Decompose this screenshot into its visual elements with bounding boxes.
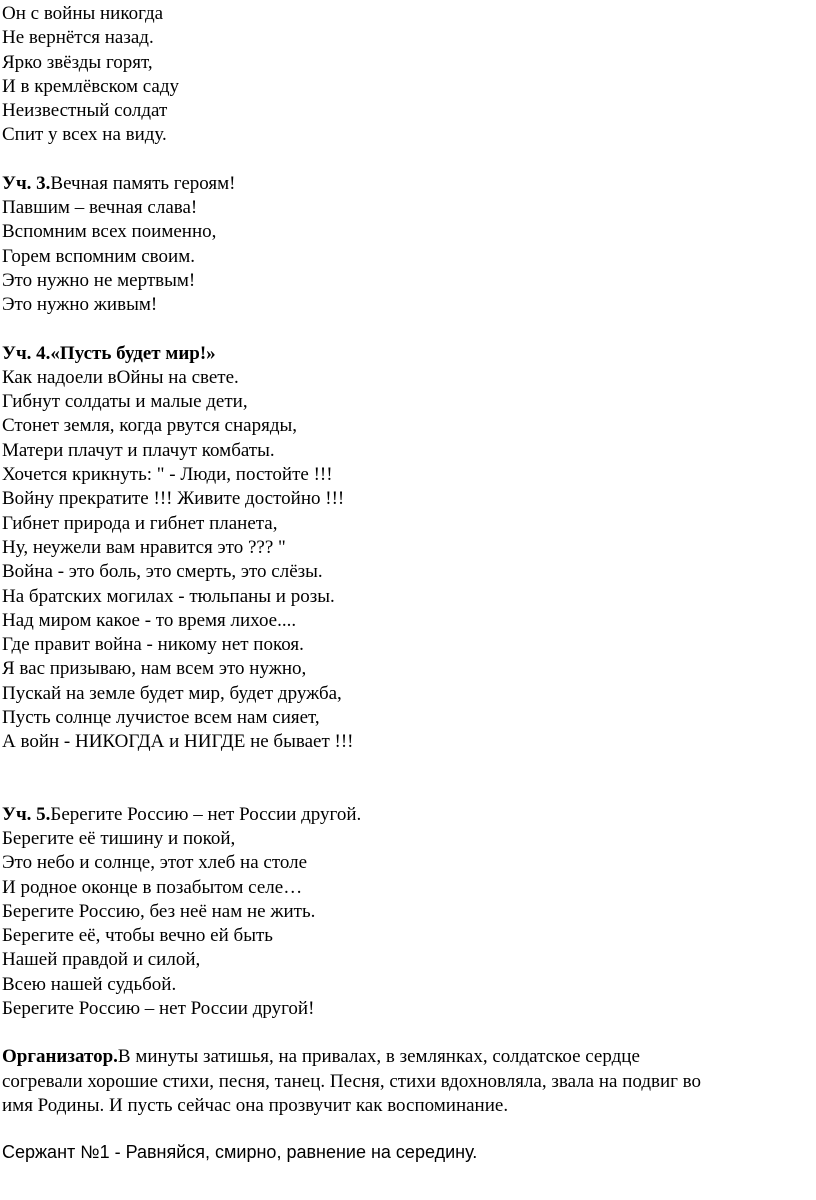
poem-line: Это небо и солнце, этот хлеб на столе: [2, 852, 308, 874]
poem-line: Берегите её тишину и покой,: [2, 827, 236, 849]
speaker-label: Уч. 4.: [2, 342, 51, 364]
poem-line: Гибнут солдаты и малые дети,: [2, 391, 248, 413]
poem-line: Хочется крикнуть: " - Люди, постойте !!!: [2, 464, 333, 486]
stanza-3: [2, 342, 816, 755]
poem-line: Это нужно живым!: [2, 294, 158, 316]
speaker-label: Уч. 5.: [2, 803, 51, 825]
poem-line: И родное оконце в позабытом селе…: [2, 876, 303, 898]
poem-line: Пусть солнце лучистое всем нам сияет,: [2, 707, 320, 729]
poem-line: Горем вспомним своим.: [2, 245, 195, 267]
poem-line: Я вас призываю, нам всем это нужно,: [2, 658, 307, 680]
stanza-2: [2, 172, 816, 318]
poem-line: Ну, неужели вам нравится это ??? ": [2, 536, 286, 558]
poem-line: [2, 803, 816, 827]
paragraph-line: [2, 1045, 816, 1069]
poem-line: На братских могилах - тюльпаны и розы.: [2, 585, 335, 607]
stanza-4: [2, 803, 816, 1022]
paragraph-line: согревали хорошие стихи, песня, танец. Песня, стихи вдохновляла, звала на подвиг во: [2, 1070, 702, 1092]
poem-line: Война - это боль, это смерть, это слёзы.: [2, 561, 323, 583]
speaker-label: Уч. 3.: [2, 172, 51, 194]
poem-line: Над миром какое - то время лихое....: [2, 609, 297, 631]
poem-line: Берегите её, чтобы вечно ей быть: [2, 925, 273, 947]
poem-line: Это нужно не мертвым!: [2, 269, 196, 291]
poem-line: Вспомним всех поименно,: [2, 221, 217, 243]
poem-line: Где правит война - никому нет покоя.: [2, 634, 304, 656]
poem-line-text: Берегите Россию – нет России другой.: [50, 803, 362, 825]
poem-line: Павшим – вечная слава!: [2, 197, 198, 219]
poem-line: Берегите Россию, без неё нам не жить.: [2, 900, 316, 922]
stanza-1: [2, 2, 816, 148]
poem-line: Пускай на земле будет мир, будет дружба,: [2, 682, 342, 704]
paragraph-text: В минуты затишья, на привалах, в землянках, солдатское сердце: [117, 1046, 640, 1068]
poem-line: И в кремлёвском саду: [2, 75, 180, 97]
paragraph-line: имя Родины. И пусть сейчас она прозвучит как воспоминание.: [2, 1094, 509, 1116]
poem-line: [2, 172, 816, 196]
poem-line: Войну прекратите !!! Живите достойно !!!: [2, 488, 345, 510]
poem-line: А войн - НИКОГДА и НИГДЕ не бывает !!!: [2, 731, 354, 753]
speaker-label: Организатор.: [2, 1046, 118, 1068]
poem-line: Берегите Россию – нет России другой!: [2, 997, 315, 1019]
poem-line: Неизвестный солдат: [2, 100, 168, 122]
poem-line-text: Вечная память героям!: [50, 172, 236, 194]
poem-line: Как надоели вОйны на свете.: [2, 366, 239, 388]
organizer-paragraph: [2, 1045, 816, 1118]
poem-line: Он с войны никогда: [2, 3, 164, 24]
command-line: Сержант №1 - Равняйся, смирно, равнение на середину.: [2, 1142, 478, 1163]
poem-line: Не вернётся назад.: [2, 27, 154, 49]
poem-line: Всею нашей судьбой.: [2, 973, 177, 995]
sergeant-command: [2, 1140, 816, 1164]
poem-line: Гибнет природа и гибнет планета,: [2, 512, 278, 534]
poem-line: Матери плачут и плачут комбаты.: [2, 439, 275, 461]
poem-line: Спит у всех на виду.: [2, 124, 167, 146]
poem-title-line: [2, 342, 816, 366]
poem-title: «Пусть будет мир!»: [50, 342, 216, 364]
poem-line: Стонет земля, когда рвутся снаряды,: [2, 415, 298, 437]
poem-line: Ярко звёзды горят,: [2, 51, 153, 73]
poem-line: Нашей правдой и силой,: [2, 949, 201, 971]
